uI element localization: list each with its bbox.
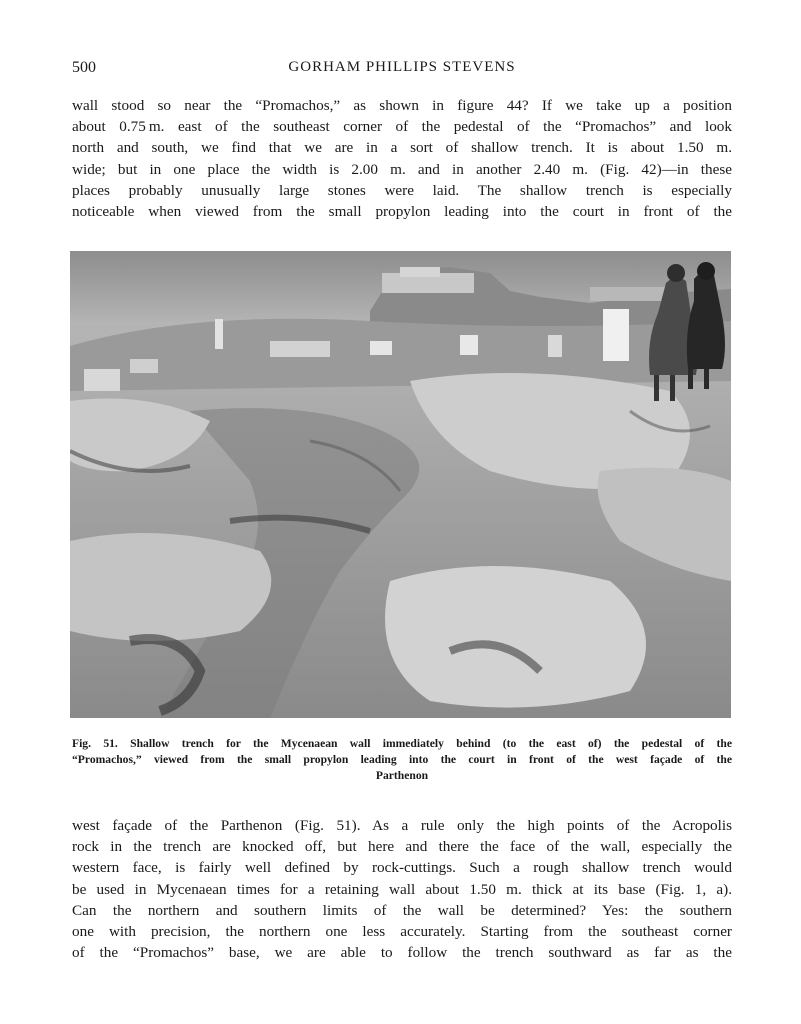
text-line: rock in the trench are knocked off, but here and there the face of the wall, especially the	[72, 838, 732, 856]
page-header	[72, 59, 732, 81]
running-head: GORHAM PHILLIPS STEVENS	[288, 59, 516, 75]
text-line: places probably unusually large stones were laid. The shallow trench is especially	[72, 181, 732, 199]
text-line: western face, is fairly well defined by rock-cuttings. Such a rough shallow trench would	[72, 859, 732, 877]
figure-caption	[72, 736, 732, 785]
caption-line: “Promachos,” viewed from the small propylon leading into the court in front of the west façade of the	[72, 753, 732, 767]
text-line: be used in Mycenaean times for a retaining wall about 1.50 m. thick at its base (Fig. 1, a).	[72, 880, 732, 898]
page-number: 500	[72, 59, 96, 76]
text-line: of the “Promachos” base, we are able to follow the trench southward as far as the	[72, 944, 732, 962]
paragraph-top	[72, 95, 732, 222]
text-line: Can the northern and southern limits of the wall be determined? Yes: the southern	[72, 901, 732, 919]
text-line: wall stood so near the “Promachos,” as shown in figure 44? If we take up a position	[72, 97, 732, 114]
text-line: wide; but in one place the width is 2.00 m. and in another 2.40 m. (Fig. 42)—in these	[72, 160, 732, 178]
text-line: west façade of the Parthenon (Fig. 51). As a rule only the high points of the Acropolis	[72, 817, 732, 834]
figure-photo	[70, 251, 731, 718]
text-line: about 0.75 m. east of the southeast corner of the pedestal of the “Promachos” and look	[72, 118, 732, 136]
caption-line: Fig. 51. Shallow trench for the Mycenaean wall immediately behind (to the east of) the pedestal of the	[72, 737, 732, 750]
paragraph-bottom	[72, 815, 732, 963]
caption-line: Parthenon	[375, 769, 429, 783]
text-line: noticeable when viewed from the small propylon leading into the court in front of the	[72, 203, 732, 221]
text-line: one with precision, the northern one less accurately. Starting from the southeast corner	[72, 923, 732, 941]
text-line: north and south, we find that we are in a sort of shallow trench. It is about 1.50 m.	[72, 139, 732, 157]
